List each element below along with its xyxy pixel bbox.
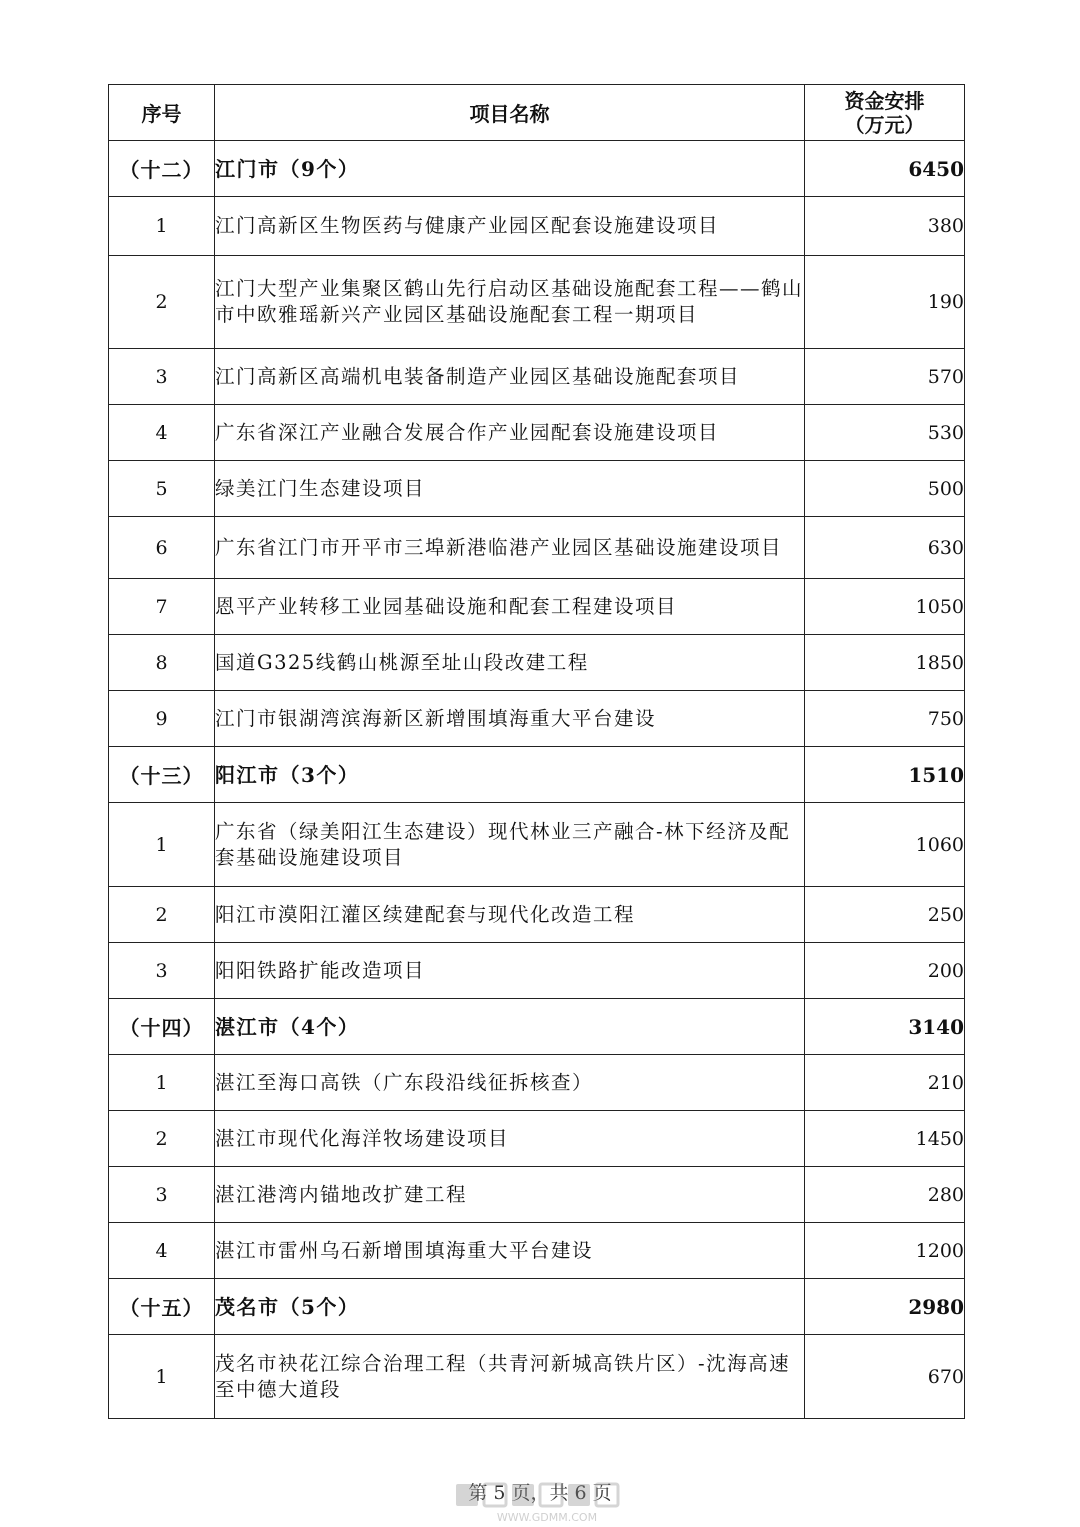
footer-total: 6 <box>574 1482 587 1504</box>
table-row <box>109 579 965 635</box>
row-name: 江门高新区高端机电装备制造产业园区基础设施配套项目 <box>215 349 805 405</box>
row-name: 绿美江门生态建设项目 <box>215 461 805 517</box>
table-row <box>109 803 965 887</box>
funding-table <box>108 84 965 1419</box>
row-amount: 280 <box>805 1167 965 1223</box>
table-row <box>109 461 965 517</box>
row-seq: 4 <box>109 405 215 461</box>
table-row <box>109 1167 965 1223</box>
row-name: 广东省深江产业融合发展合作产业园配套设施建设项目 <box>215 405 805 461</box>
table-row <box>109 256 965 349</box>
row-amount: 250 <box>805 887 965 943</box>
footer-mid: 页，共 <box>511 1482 569 1504</box>
row-name: 恩平产业转移工业园基础设施和配套工程建设项目 <box>215 579 805 635</box>
table-row <box>109 943 965 999</box>
row-amount: 570 <box>805 349 965 405</box>
table-row <box>109 405 965 461</box>
table-row <box>109 635 965 691</box>
row-amount: 210 <box>805 1055 965 1111</box>
row-amount: 530 <box>805 405 965 461</box>
row-seq: （十四） <box>109 999 215 1055</box>
row-amount: 750 <box>805 691 965 747</box>
row-name: 江门市（9个） <box>215 141 805 197</box>
group-row <box>109 747 965 803</box>
row-name: 湛江至海口高铁（广东段沿线征拆核查） <box>215 1055 805 1111</box>
row-amount: 380 <box>805 197 965 256</box>
row-seq: 1 <box>109 197 215 256</box>
row-amount: 1050 <box>805 579 965 635</box>
row-seq: 1 <box>109 1335 215 1419</box>
group-row <box>109 999 965 1055</box>
footer-prefix: 第 <box>468 1482 488 1504</box>
header-name: 项目名称 <box>215 85 805 141</box>
row-amount: 1850 <box>805 635 965 691</box>
row-seq: 2 <box>109 256 215 349</box>
row-seq: 6 <box>109 517 215 579</box>
row-seq: 2 <box>109 1111 215 1167</box>
row-name: 阳阳铁路扩能改造项目 <box>215 943 805 999</box>
row-seq: （十三） <box>109 747 215 803</box>
row-seq: 2 <box>109 887 215 943</box>
row-amount: 1200 <box>805 1223 965 1279</box>
row-name: 江门市银湖湾滨海新区新增围填海重大平台建设 <box>215 691 805 747</box>
footer-page: 5 <box>493 1482 506 1504</box>
row-name: 阳江市漠阳江灌区续建配套与现代化改造工程 <box>215 887 805 943</box>
table-row <box>109 691 965 747</box>
table-row <box>109 887 965 943</box>
row-name: 茂名市（5个） <box>215 1279 805 1335</box>
table-row <box>109 349 965 405</box>
row-name: 江门大型产业集聚区鹤山先行启动区基础设施配套工程——鹤山市中欧雅瑶新兴产业园区基础设施配套工程一期项目 <box>215 256 805 349</box>
table-row <box>109 1055 965 1111</box>
table-header-row <box>109 85 965 141</box>
row-seq: 8 <box>109 635 215 691</box>
row-seq: 3 <box>109 349 215 405</box>
row-name: 湛江港湾内锚地改扩建工程 <box>215 1167 805 1223</box>
row-amount: 1510 <box>805 747 965 803</box>
header-amount <box>805 85 965 141</box>
row-amount: 200 <box>805 943 965 999</box>
row-amount: 500 <box>805 461 965 517</box>
row-name: 国道G325线鹤山桃源至址山段改建工程 <box>215 635 805 691</box>
row-amount: 670 <box>805 1335 965 1419</box>
row-amount: 1450 <box>805 1111 965 1167</box>
header-amount-line2: （万元） <box>844 112 925 137</box>
group-row <box>109 141 965 197</box>
row-name: 湛江市现代化海洋牧场建设项目 <box>215 1111 805 1167</box>
row-amount: 2980 <box>805 1279 965 1335</box>
page-footer <box>0 1478 1080 1505</box>
row-amount: 3140 <box>805 999 965 1055</box>
row-amount: 630 <box>805 517 965 579</box>
table-row <box>109 197 965 256</box>
header-amount-line1: 资金安排 <box>844 88 925 113</box>
row-name: 江门高新区生物医药与健康产业园区配套设施建设项目 <box>215 197 805 256</box>
table-row <box>109 1223 965 1279</box>
row-seq: （十五） <box>109 1279 215 1335</box>
watermark-text: WWW.GDMM.COM <box>496 1511 598 1524</box>
row-seq: 3 <box>109 943 215 999</box>
row-name: 广东省（绿美阳江生态建设）现代林业三产融合-林下经济及配套基础设施建设项目 <box>215 803 805 887</box>
row-seq: 3 <box>109 1167 215 1223</box>
table-row <box>109 1335 965 1419</box>
row-name: 湛江市（4个） <box>215 999 805 1055</box>
row-name: 湛江市雷州乌石新增围填海重大平台建设 <box>215 1223 805 1279</box>
row-seq: 4 <box>109 1223 215 1279</box>
table-body <box>109 141 965 1419</box>
row-seq: 5 <box>109 461 215 517</box>
row-seq: 9 <box>109 691 215 747</box>
table-row <box>109 1111 965 1167</box>
row-name: 广东省江门市开平市三埠新港临港产业园区基础设施建设项目 <box>215 517 805 579</box>
row-seq: （十二） <box>109 141 215 197</box>
row-name: 茂名市袂花江综合治理工程（共青河新城高铁片区）-沈海高速至中德大道段 <box>215 1335 805 1419</box>
row-seq: 1 <box>109 803 215 887</box>
row-amount: 1060 <box>805 803 965 887</box>
footer-suffix: 页 <box>592 1482 612 1504</box>
table-row <box>109 517 965 579</box>
header-seq: 序号 <box>109 85 215 141</box>
row-seq: 7 <box>109 579 215 635</box>
row-seq: 1 <box>109 1055 215 1111</box>
row-amount: 6450 <box>805 141 965 197</box>
group-row <box>109 1279 965 1335</box>
row-name: 阳江市（3个） <box>215 747 805 803</box>
row-amount: 190 <box>805 256 965 349</box>
